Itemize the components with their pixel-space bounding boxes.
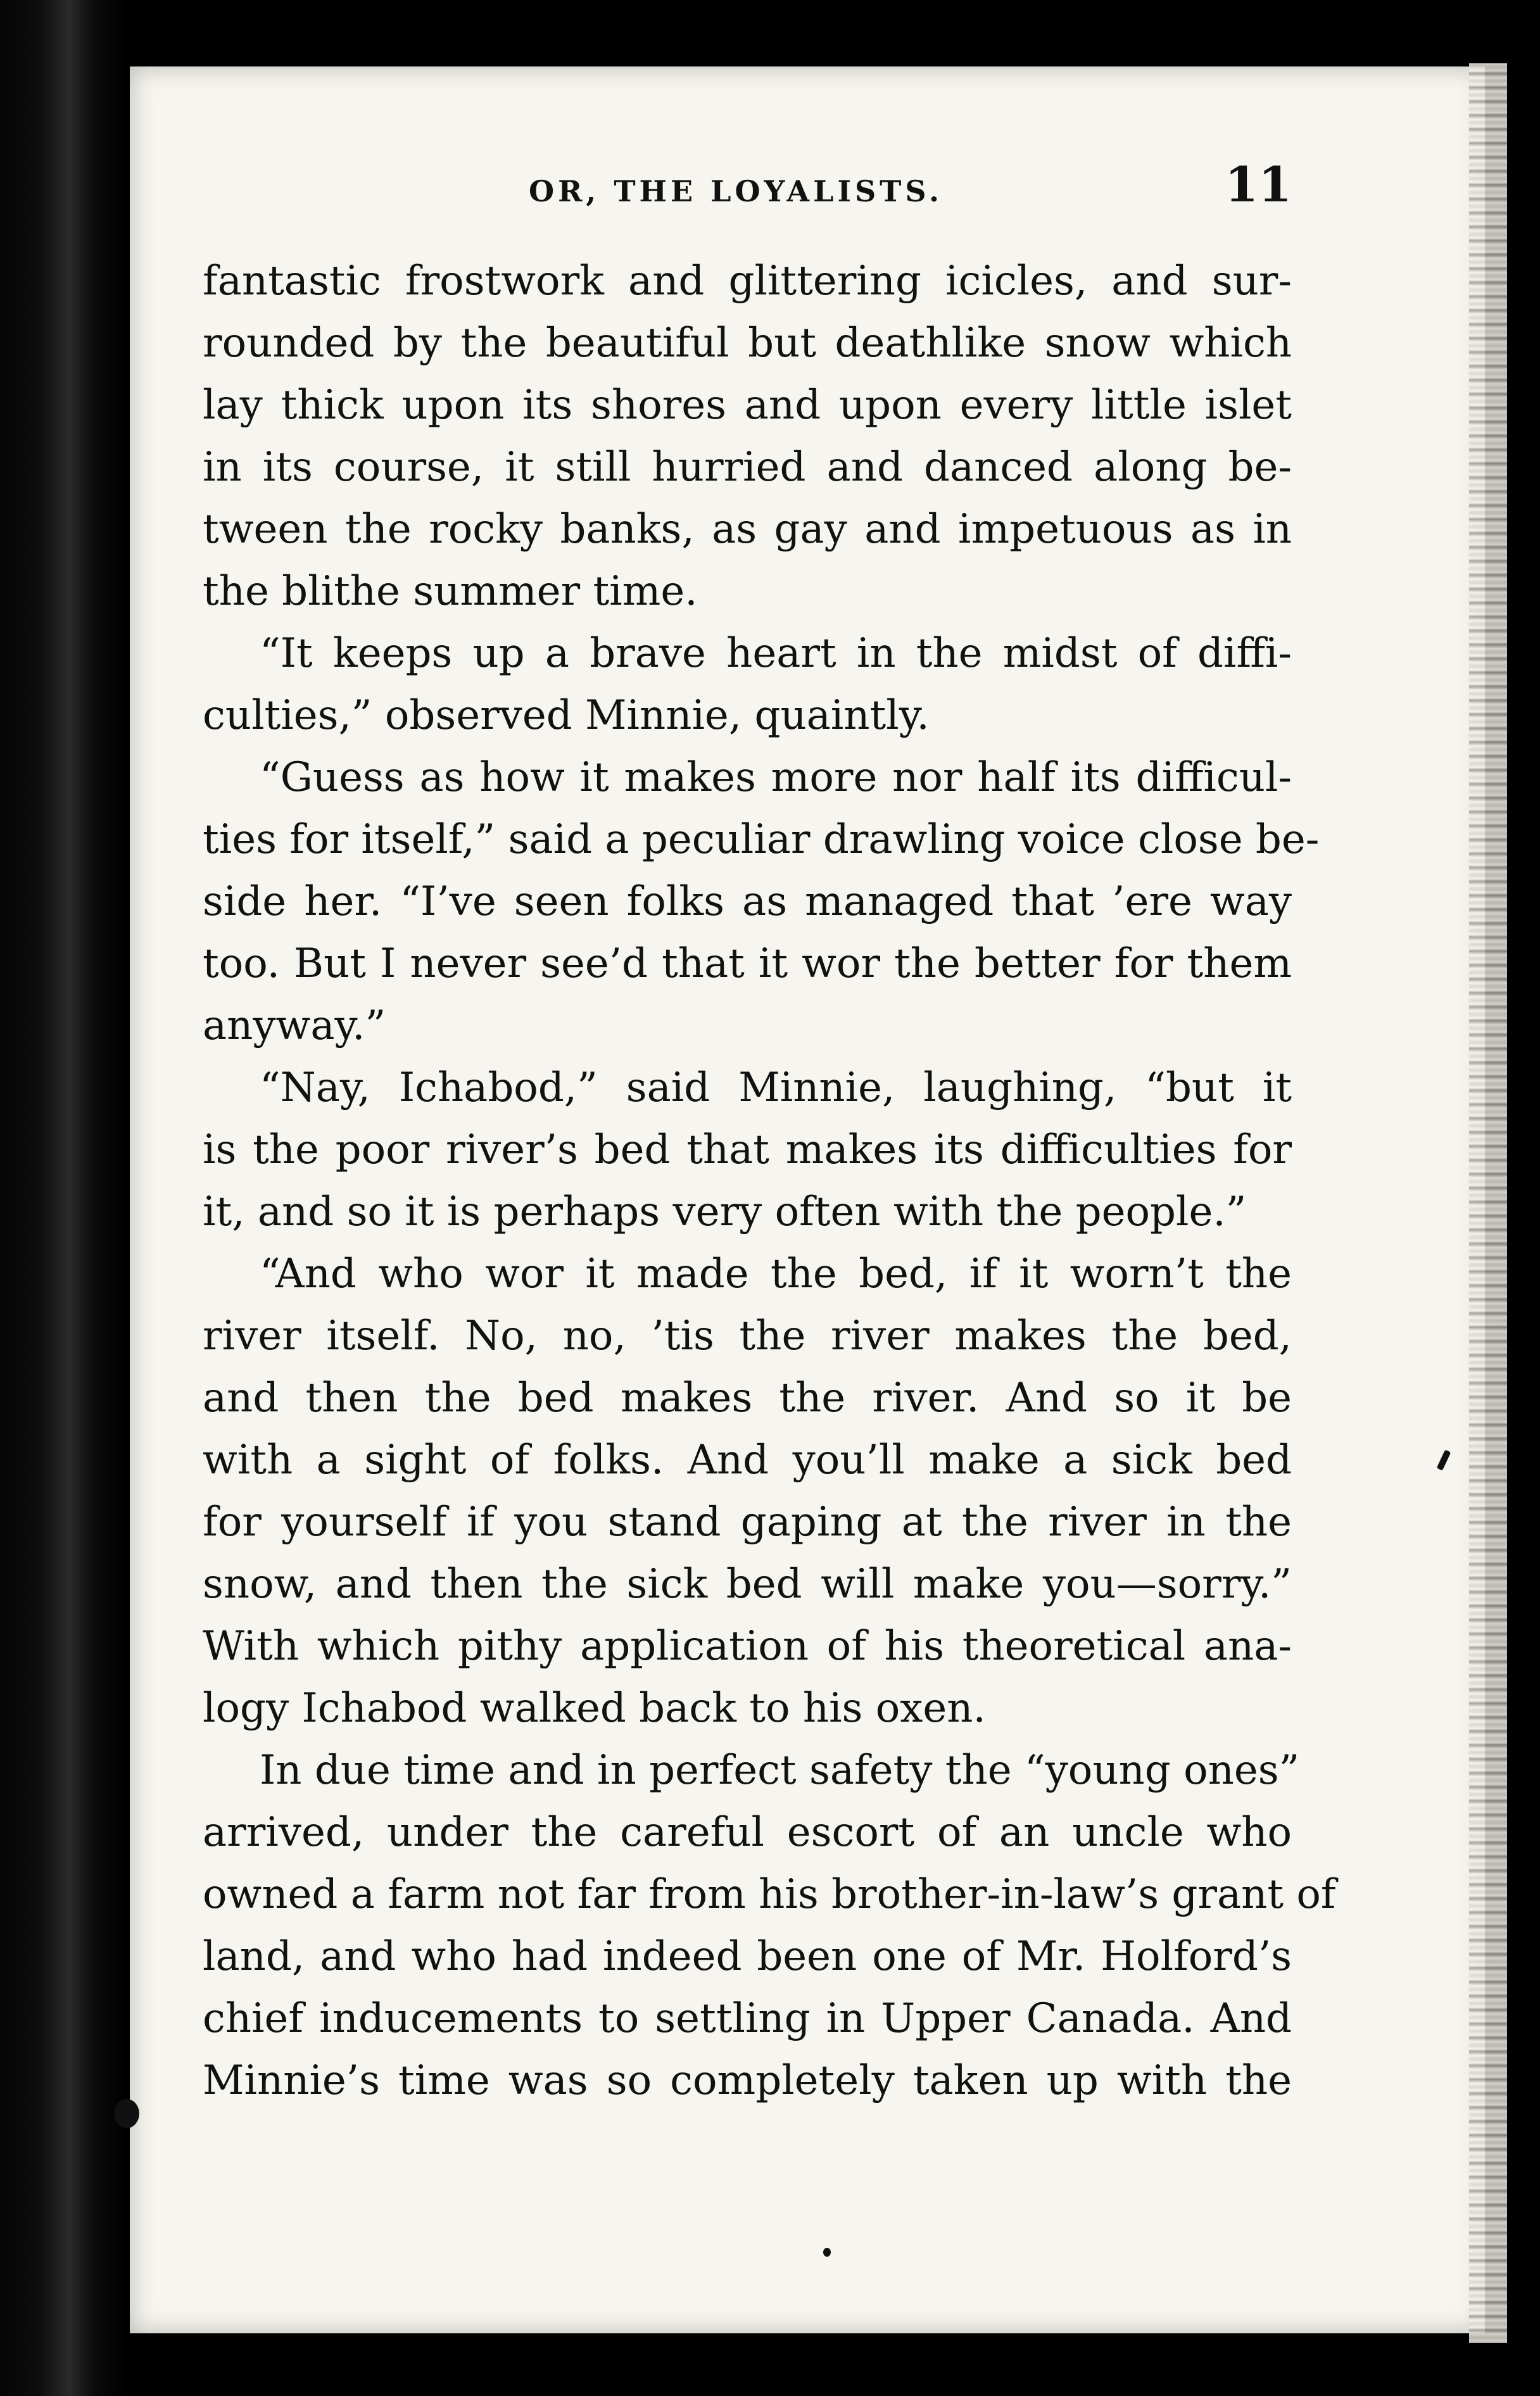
text-line: rounded by the beautiful but deathlike snow which [203,320,1292,367]
text-line: chief inducements to settling in Upper Canada. And [203,1995,1292,2042]
text-line: culties,” observed Minnie, quaintly. [203,692,930,739]
text-line: arrived, under the careful escort of an uncle who [203,1809,1292,1856]
text-line: river itself. No, no, ’tis the river makes the bed, [203,1313,1292,1359]
text-line: lay thick upon its shores and upon every little islet [203,382,1292,429]
text-line: tween the rocky banks, as gay and impetuous as in [203,506,1292,553]
text-line: “It keeps up a brave heart in the midst of diffi- [260,630,1292,677]
paragraph-2 [203,622,1292,747]
page-right-edge [1469,63,1507,2343]
text-line: side her. “I’ve seen folks as managed that ’ere way [203,878,1292,925]
paragraph-4 [203,1057,1292,1243]
text-line: anyway.” [203,1002,386,1049]
text-line: land, and who had indeed been one of Mr. Holford’s [203,1933,1292,1980]
paragraph-3 [203,747,1320,1057]
text-line: “And who wor it made the bed, if it worn’t the [260,1251,1292,1297]
paragraph-5 [203,1243,1292,1739]
text-line: the blithe summer time. [203,568,698,615]
text-line: “Nay, Ichabod,” said Minnie, laughing, “but it [260,1064,1292,1111]
text-line: With which pithy application of his theoretical ana- [203,1623,1292,1670]
text-line: In due time and in perfect safety the “young ones” [260,1747,1300,1794]
text-line: in its course, it still hurried and danced along be- [203,444,1292,491]
paragraph-1 [203,250,1292,622]
text-line: fantastic frostwork and glittering icicles, and sur- [203,258,1292,305]
page-number: 11 [1225,156,1292,213]
text-line: is the poor river’s bed that makes its difficulties for [203,1126,1292,1173]
text-line: ties for itself,” said a peculiar drawling voice close be- [203,816,1320,863]
text-line: owned a farm not far from his brother-in-law’s grant of [203,1871,1336,1918]
text-line: “Guess as how it makes more nor half its difficul- [260,754,1292,801]
paragraph-6 [203,1739,1336,2112]
ink-blot [114,2099,139,2128]
text-line: it, and so it is perhaps very often with the people.” [203,1189,1247,1235]
text-line: logy Ichabod walked back to his oxen. [203,1685,986,1732]
book-binding-edge [0,0,127,2396]
running-head: OR, THE LOYALISTS. [529,174,944,208]
page-header [203,149,1292,218]
text-line: for yourself if you stand gaping at the river in the [203,1499,1292,1546]
ink-speck [823,2248,831,2257]
text-line: with a sight of folks. And you’ll make a sick bed [203,1437,1292,1484]
text-line: too. But I never see’d that it wor the better for them [203,940,1292,987]
body-text [203,250,1336,2112]
text-line: and then the bed makes the river. And so it be [203,1375,1292,1422]
text-line: snow, and then the sick bed will make you—sorry.” [203,1561,1292,1608]
text-line: Minnie’s time was so completely taken up with the [203,2057,1292,2104]
